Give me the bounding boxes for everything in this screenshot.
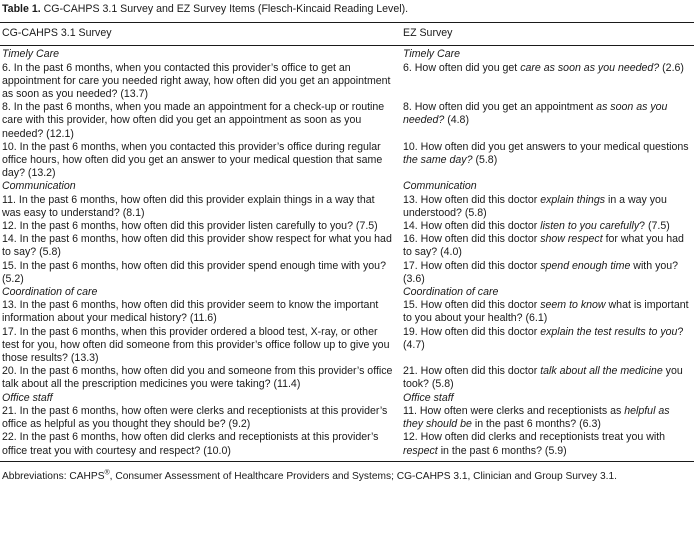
section-title-left: Timely Care bbox=[2, 48, 60, 61]
item-text: 17. How often did this doctor bbox=[403, 259, 541, 272]
item-text: (5.8) bbox=[472, 154, 498, 167]
item-text: 15. How often did this doctor bbox=[403, 299, 541, 312]
emphasis-text: explain the test results to you bbox=[540, 325, 678, 338]
section-row bbox=[0, 392, 694, 405]
table-row bbox=[0, 260, 694, 286]
ez-survey-item bbox=[403, 194, 694, 220]
ez-survey-item bbox=[403, 101, 694, 141]
item-text: in the past 6 months? (5.9) bbox=[437, 444, 567, 457]
ez-survey-item bbox=[403, 233, 694, 259]
cg-cahps-item: 14. In the past 6 months, how often did this provider show respect for what you had to say? (5.8) bbox=[2, 233, 392, 259]
cg-cahps-item: 22. In the past 6 months, how often did clerks and receptionists at this provider’s office treat you with courtesy and respect? (10.0) bbox=[2, 431, 379, 457]
cg-cahps-item: 10. In the past 6 months, when you contacted this provider’s office during regular office hours, how often did you get an answer to your medical question that same day? (13.2) bbox=[2, 140, 383, 180]
section-title-left: Office staff bbox=[2, 391, 53, 404]
item-text: 11. How often were clerks and receptionists as bbox=[403, 404, 625, 417]
item-text: in a way you understood? (5.8) bbox=[403, 193, 667, 219]
section-row bbox=[0, 180, 694, 193]
table-caption bbox=[0, 3, 694, 22]
section-title-right: Communication bbox=[403, 180, 477, 193]
footnote-rest: , Consumer Assessment of Healthcare Providers and Systems; CG-CAHPS 3.1, Clinician and Group Survey 3.1. bbox=[109, 470, 617, 482]
ez-survey-item bbox=[403, 326, 694, 366]
caption-label: Table 1. bbox=[2, 3, 41, 15]
item-text: (2.6) bbox=[659, 61, 684, 74]
ez-survey-item bbox=[403, 141, 694, 181]
item-text: in the past 6 months? (6.3) bbox=[471, 418, 601, 431]
cg-cahps-item: 8. In the past 6 months, when you made an appointment for a check-up or routine care with this provider, how often did you get an appointment as soon as you needed? (12.1) bbox=[2, 101, 385, 140]
item-text: what is important to you about your health? (6.1) bbox=[403, 299, 689, 325]
cg-cahps-item: 6. In the past 6 months, when you contacted this provider’s office to get an appointment for care you needed right away, how often did you get an appointment as soon as you needed? (13.7) bbox=[2, 61, 391, 101]
header-left: CG-CAHPS 3.1 Survey bbox=[2, 27, 112, 40]
item-text: 8. How often did you get an appointment bbox=[403, 101, 597, 114]
emphasis-text: helpful as they should be bbox=[403, 404, 670, 431]
section-title-right: Coordination of care bbox=[403, 286, 499, 299]
cg-cahps-item: 13. In the past 6 months, how often did this provider seem to know the important information about your medical history? (11.6) bbox=[2, 299, 379, 325]
item-text: ? (4.7) bbox=[403, 325, 684, 351]
table-row bbox=[0, 299, 694, 325]
item-text: 16. How often did this doctor bbox=[403, 233, 541, 246]
emphasis-text: spend enough time bbox=[540, 259, 631, 272]
emphasis-text: the same day? bbox=[403, 154, 473, 167]
item-text: you took? (5.8) bbox=[403, 365, 683, 391]
table-row bbox=[0, 194, 694, 220]
table-row bbox=[0, 233, 694, 259]
cg-cahps-item: 15. In the past 6 months, how often did this provider spend enough time with you? (5.2) bbox=[2, 259, 386, 285]
section-title-left: Communication bbox=[2, 180, 76, 193]
ez-survey-item bbox=[403, 220, 694, 233]
item-text: 13. How often did this doctor bbox=[403, 193, 541, 206]
item-text: (4.8) bbox=[444, 114, 469, 127]
ez-survey-item bbox=[403, 62, 694, 102]
emphasis-text: care as soon as you needed? bbox=[520, 61, 660, 74]
emphasis-text: talk about all the medicine bbox=[540, 365, 663, 378]
item-text: with you? (3.6) bbox=[403, 259, 679, 285]
cg-cahps-item: 12. In the past 6 months, how often did this provider listen carefully to you? (7.5) bbox=[2, 220, 378, 233]
table-header bbox=[0, 23, 694, 45]
table-row bbox=[0, 431, 694, 457]
cg-cahps-item: 17. In the past 6 months, when this provider ordered a blood test, X-ray, or other test for you, how often did someone from this provider’s office follow up to give you those results? (13.3) bbox=[2, 325, 390, 365]
ez-survey-item bbox=[403, 299, 694, 325]
header-right: EZ Survey bbox=[403, 27, 453, 40]
table-row bbox=[0, 365, 694, 391]
table-row bbox=[0, 326, 694, 366]
registered-mark: ® bbox=[104, 469, 110, 477]
section-row bbox=[0, 48, 694, 61]
footnote bbox=[0, 462, 694, 483]
emphasis-text: show respect bbox=[540, 233, 603, 246]
table-row bbox=[0, 220, 694, 233]
cg-cahps-item: 11. In the past 6 months, how often did this provider explain things in a way that was easy to understand? (8.1) bbox=[2, 193, 375, 219]
item-text: 6. How often did you get bbox=[403, 61, 521, 74]
ez-survey-item bbox=[403, 431, 694, 457]
emphasis-text: explain things bbox=[540, 193, 606, 206]
item-text: 12. How often did clerks and receptionists treat you with bbox=[403, 431, 666, 444]
emphasis-text: listen to you carefully bbox=[540, 220, 640, 233]
item-text: 21. How often did this doctor bbox=[403, 365, 541, 378]
table-body bbox=[0, 46, 694, 457]
cg-cahps-item: 20. In the past 6 months, how often did you and someone from this provider’s office talk about all the prescription medicines you were taking? (11.4) bbox=[2, 365, 393, 391]
section-title-right: Timely Care bbox=[403, 48, 461, 61]
table-row bbox=[0, 405, 694, 431]
item-text: ? (7.5) bbox=[639, 220, 670, 233]
item-text: 14. How often did this doctor bbox=[403, 220, 541, 233]
item-text: for what you had to say? (4.0) bbox=[403, 233, 684, 259]
section-title-right: Office staff bbox=[403, 391, 454, 404]
emphasis-text: respect bbox=[403, 444, 438, 457]
table-row bbox=[0, 101, 694, 141]
emphasis-text: as soon as you needed? bbox=[403, 101, 668, 127]
cg-cahps-item: 21. In the past 6 months, how often were clerks and receptionists at this provider’s office as helpful as you thought they should be? (9.2) bbox=[2, 404, 388, 431]
table-row bbox=[0, 62, 694, 102]
ez-survey-item bbox=[403, 405, 694, 431]
section-title-left: Coordination of care bbox=[2, 286, 98, 299]
ez-survey-item bbox=[403, 365, 694, 391]
emphasis-text: seem to know bbox=[540, 299, 606, 312]
item-text: 10. How often did you get answers to your medical questions bbox=[403, 140, 689, 153]
section-row bbox=[0, 286, 694, 299]
item-text: 19. How often did this doctor bbox=[403, 325, 541, 338]
caption-text: CG-CAHPS 3.1 Survey and EZ Survey Items (Flesch-Kincaid Reading Level). bbox=[43, 3, 409, 15]
footnote-lead: Abbreviations: CAHPS bbox=[2, 470, 105, 482]
ez-survey-item bbox=[403, 260, 694, 286]
table-row bbox=[0, 141, 694, 181]
